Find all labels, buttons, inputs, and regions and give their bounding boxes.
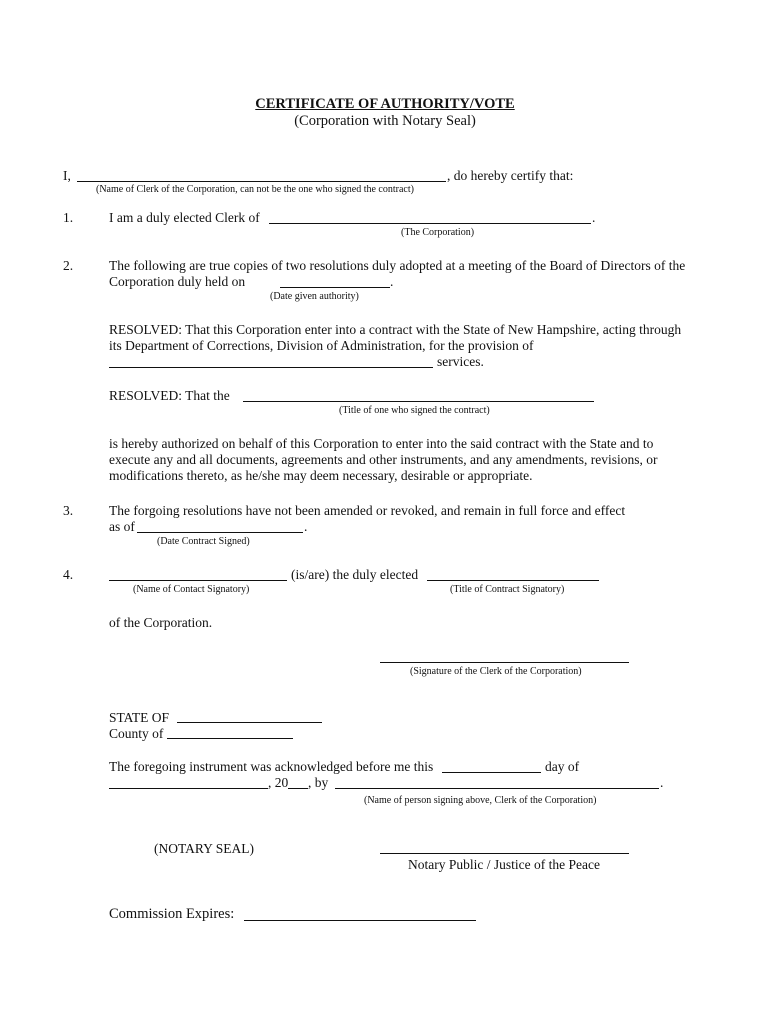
clerk-name-hint: (Name of Clerk of the Corporation, can not be the one who signed the contract) [96, 184, 414, 195]
document-title: CERTIFICATE OF AUTHORITY/VOTE [255, 96, 515, 112]
item3-as-of: as of [109, 519, 135, 534]
item2-line1: The following are true copies of two resolutions duly adopted at a meeting of the Board of Directors of the [109, 258, 686, 273]
item3-period: . [304, 519, 308, 534]
signer-title-field[interactable] [243, 401, 594, 402]
ack-year-field[interactable] [288, 788, 308, 789]
year-prefix: , 20 [268, 775, 289, 790]
county-label: County of [109, 726, 164, 741]
signer-title-hint: (Title of one who signed the contract) [339, 405, 490, 416]
authorized-line2: execute any and all documents, agreements and other instruments, and any amendments, revisions, or [109, 452, 658, 467]
notary-signature-line[interactable] [380, 853, 629, 854]
state-field[interactable] [177, 722, 322, 723]
item3-line1: The forgoing resolutions have not been amended or revoked, and remain in full force and effect [109, 503, 626, 518]
notary-title: Notary Public / Justice of the Peace [408, 857, 600, 872]
by-text: , by [308, 775, 329, 790]
resolved2-text: RESOLVED: That the [109, 388, 230, 403]
services-field[interactable] [109, 367, 433, 368]
ack-person-hint: (Name of person signing above, Clerk of the Corporation) [364, 795, 597, 806]
commission-expires-field[interactable] [244, 920, 476, 921]
notary-seal-label: (NOTARY SEAL) [154, 841, 255, 856]
contact-signatory-name-field[interactable] [109, 580, 287, 581]
intro-suffix: , do hereby certify that: [447, 168, 574, 183]
item1-period: . [592, 210, 596, 225]
ack-person-field[interactable] [335, 788, 659, 789]
day-of-text: day of [545, 759, 580, 774]
county-field[interactable] [167, 738, 293, 739]
authorized-line3: modifications thereto, as he/she may deem necessary, desirable or appropriate. [109, 468, 533, 483]
item4-mid: (is/are) the duly elected [291, 567, 419, 582]
clerk-name-field[interactable] [77, 181, 446, 182]
resolved1-line1: RESOLVED: That this Corporation enter into a contract with the State of New Hampshire, acting through [109, 322, 682, 337]
item2-line2: Corporation duly held on [109, 274, 246, 289]
contact-title-hint: (Title of Contract Signatory) [450, 584, 565, 595]
item3-number: 3. [63, 503, 74, 518]
ack-month-field[interactable] [109, 788, 268, 789]
corporation-hint: (The Corporation) [401, 227, 475, 238]
authorized-line1: is hereby authorized on behalf of this Corporation to enter into the said contract with the State and to [109, 436, 654, 451]
commission-expires-label: Commission Expires: [109, 906, 235, 922]
resolved1-line2: its Department of Corrections, Division of Administration, for the provision of [109, 338, 534, 353]
date-signed-field[interactable] [137, 532, 303, 533]
acknowledged-text: The foregoing instrument was acknowledged before me this [109, 759, 434, 774]
ack-period: . [660, 775, 664, 790]
corporation-name-field[interactable] [269, 223, 591, 224]
resolved1-services: services. [437, 354, 484, 369]
contact-signatory-title-field[interactable] [427, 580, 599, 581]
item4-of-corporation: of the Corporation. [109, 615, 213, 630]
clerk-signature-line[interactable] [380, 662, 629, 663]
item1-text: I am a duly elected Clerk of [109, 210, 260, 225]
ack-day-field[interactable] [442, 772, 541, 773]
state-label: STATE OF [109, 710, 170, 725]
item1-number: 1. [63, 210, 74, 225]
item2-period: . [390, 274, 394, 289]
date-signed-hint: (Date Contract Signed) [157, 536, 250, 547]
item2-number: 2. [63, 258, 74, 273]
contact-name-hint: (Name of Contact Signatory) [133, 584, 250, 595]
item4-number: 4. [63, 567, 74, 582]
document-subtitle: (Corporation with Notary Seal) [294, 113, 476, 129]
date-authority-field[interactable] [280, 287, 390, 288]
date-authority-hint: (Date given authority) [270, 291, 359, 302]
clerk-signature-hint: (Signature of the Clerk of the Corporation) [410, 666, 582, 677]
intro-prefix: I, [63, 168, 71, 183]
